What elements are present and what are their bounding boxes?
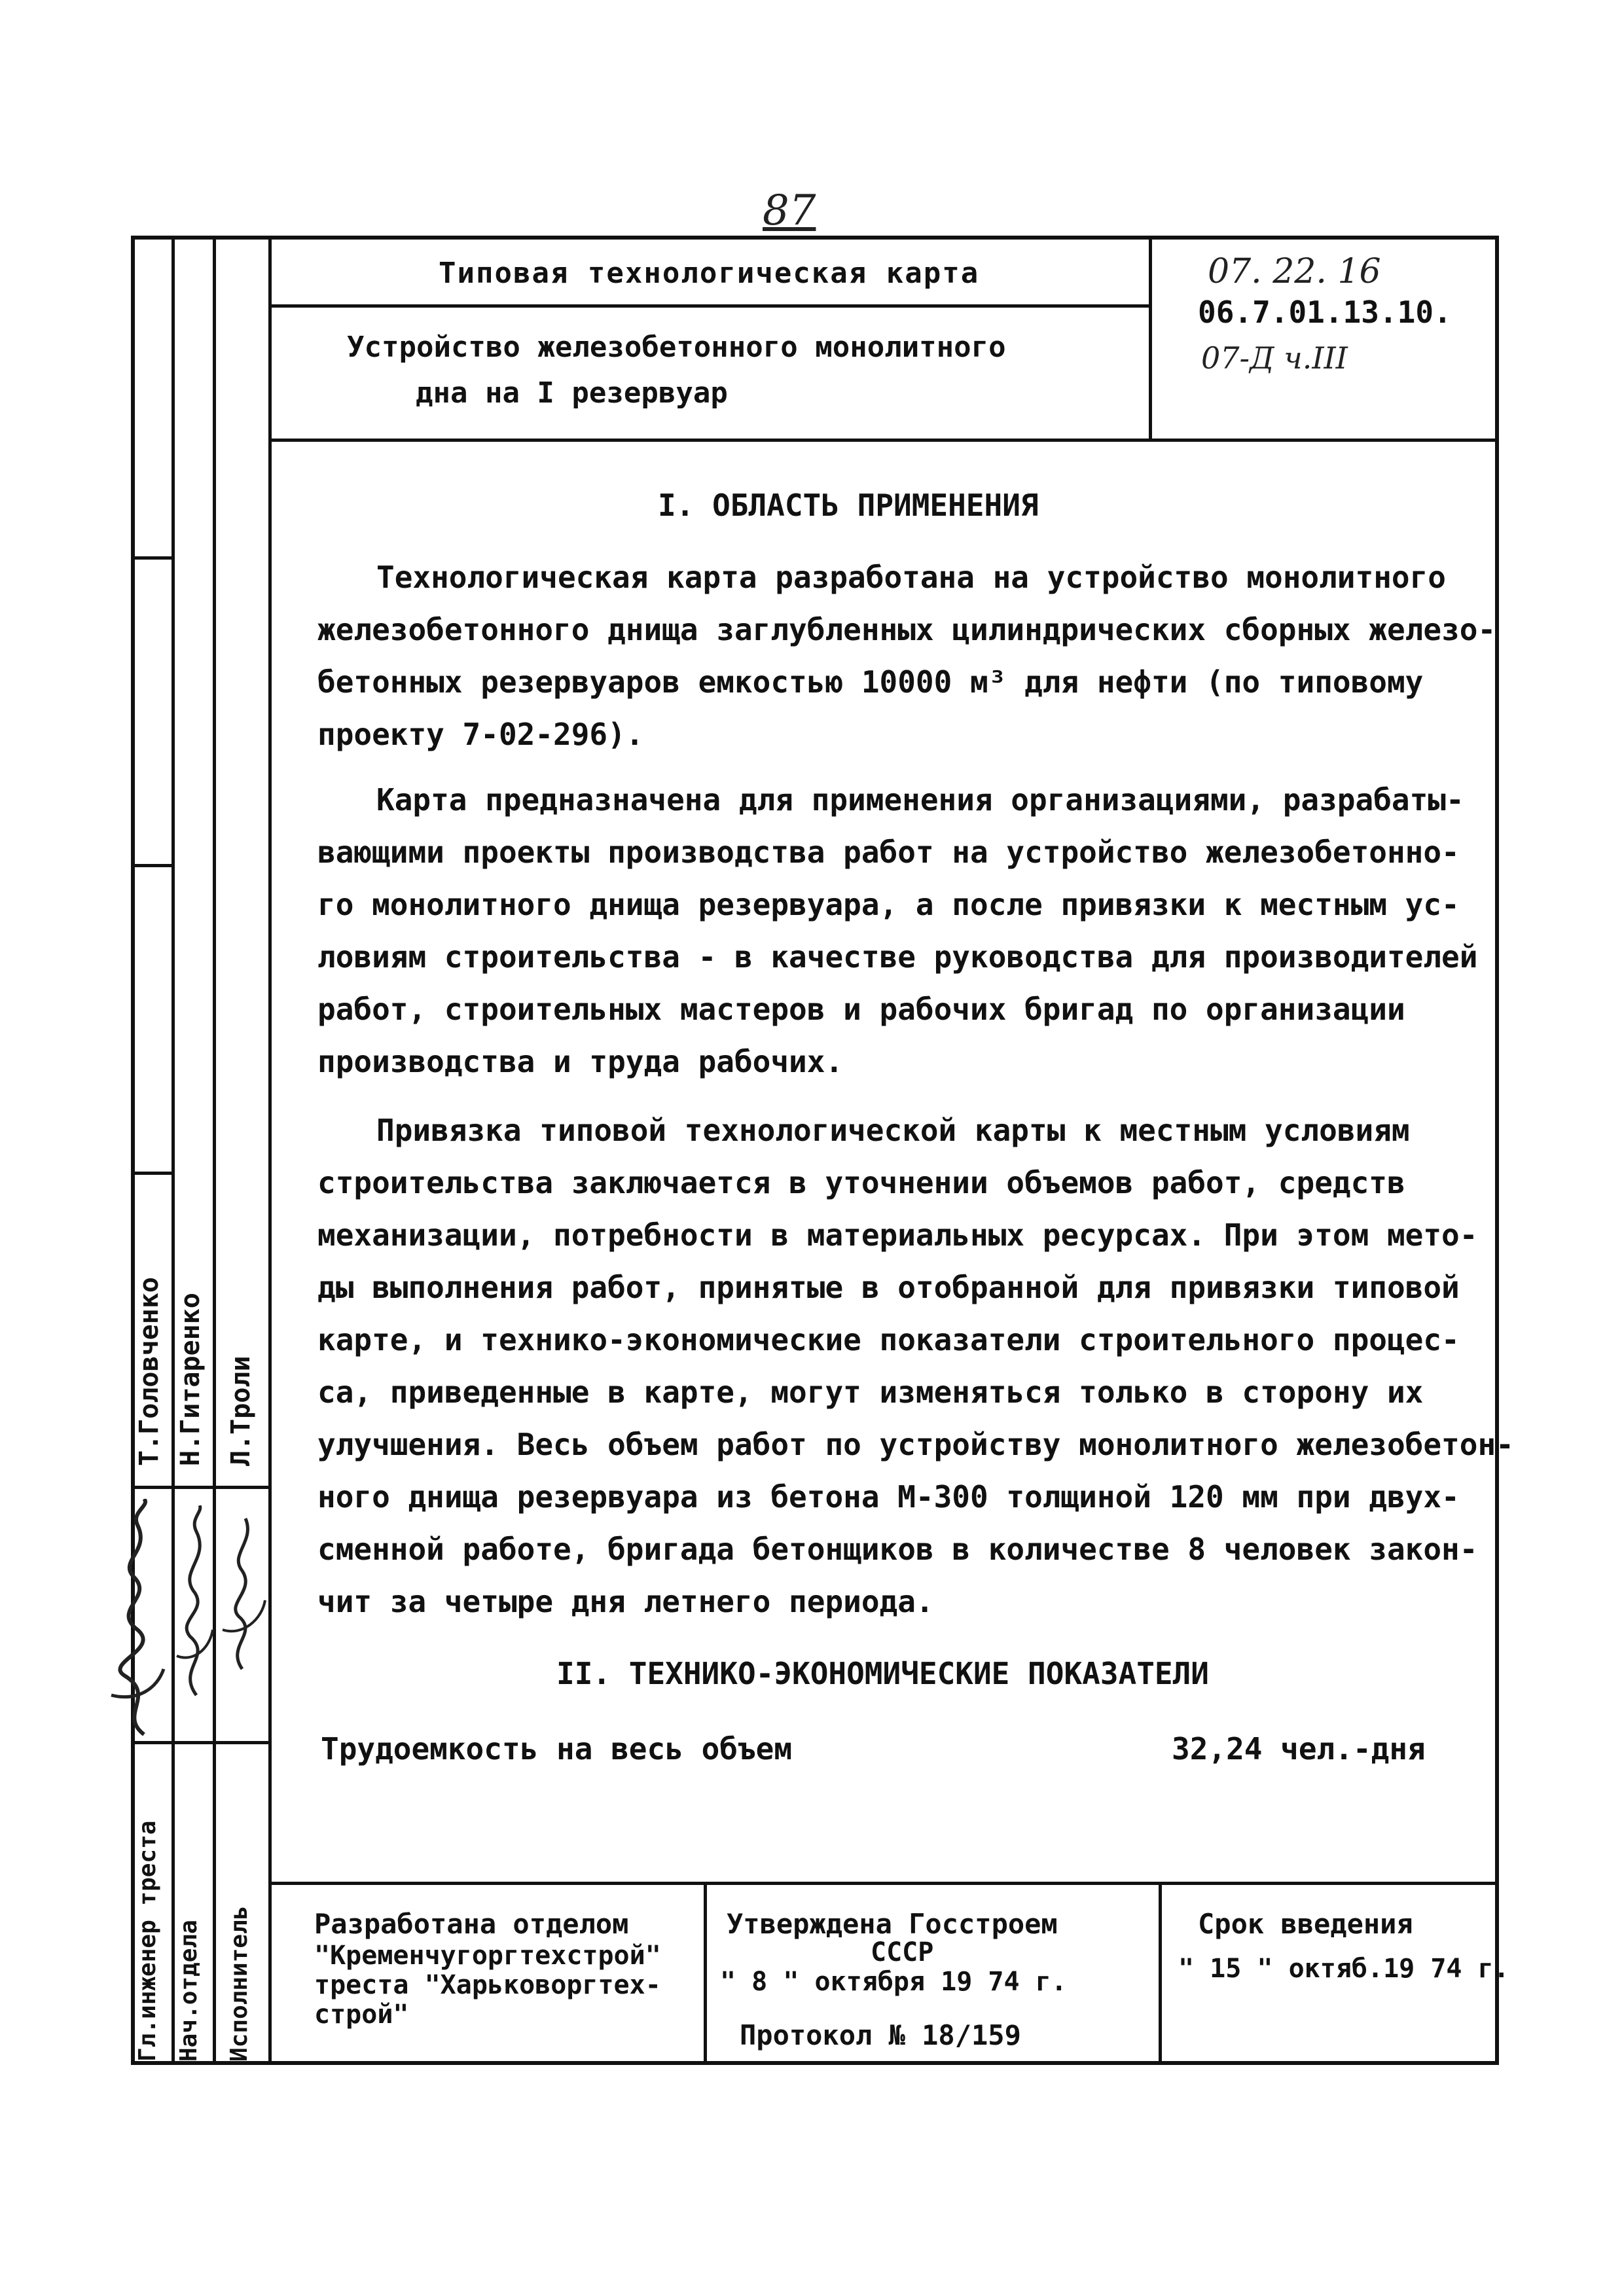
header-title-divider xyxy=(268,304,1152,308)
left-column-tick xyxy=(131,556,172,560)
body-line: механизации, потребности в материальных ресурсах. При этом мето- xyxy=(317,1217,1478,1253)
approved-by-line-1: Утверждена Госстроем xyxy=(727,1908,1058,1940)
body-line: ды выполнения работ, принятые в отобранной для привязки типовой xyxy=(317,1270,1460,1305)
section-1-heading: I. ОБЛАСТЬ ПРИМЕНЕНИЯ xyxy=(658,488,1039,523)
header-bottom-line xyxy=(268,439,1499,442)
body-line: железобетонного днища заглубленных цилиндрических сборных железо- xyxy=(317,612,1496,647)
effective-term-label: Срок введения xyxy=(1198,1908,1413,1940)
role-executor: Исполнитель xyxy=(226,1905,253,2062)
left-column-divider xyxy=(268,236,272,2065)
role-department-head: Нач.отдела xyxy=(175,1920,202,2062)
body-line: го монолитного днища резервуара, а после привязки к местным ус- xyxy=(317,887,1460,922)
code-handwritten-1: 07. 22. 16 xyxy=(1208,252,1381,291)
card-subject-line-2: дна на I резервуар xyxy=(416,376,728,410)
footer-divider xyxy=(704,1882,707,2065)
card-subject-line-1: Устройство железобетонного монолитного xyxy=(347,331,1006,364)
section-2-heading: II. ТЕХНИКО-ЭКОНОМИЧЕСКИЕ ПОКАЗАТЕЛИ xyxy=(556,1656,1209,1691)
code-handwritten-2: 07-Д ч.III xyxy=(1201,340,1348,376)
footer-top-line xyxy=(268,1882,1499,1885)
signature-chief-engineer xyxy=(98,1499,170,1741)
left-column-divider xyxy=(213,236,216,2065)
effective-term-value: " 15 " октяб.19 74 г. xyxy=(1178,1954,1509,1984)
body-line: чит за четыре дня летнего периода. xyxy=(317,1584,934,1619)
name-executor: Л.Троли xyxy=(226,1355,256,1466)
left-column-divider xyxy=(171,236,175,2065)
protocol-number: Протокол № 18/159 xyxy=(740,2019,1021,2051)
left-column-tick xyxy=(131,1172,172,1175)
body-line: ного днища резервуара из бетона М-300 толщиной 120 мм при двух- xyxy=(317,1479,1460,1515)
labor-intensity-label: Трудоемкость на весь объем xyxy=(321,1731,793,1767)
signature-executor xyxy=(216,1505,268,1676)
labor-intensity-value: 32,24 чел.-дня xyxy=(1172,1731,1426,1767)
left-column-tick xyxy=(131,864,172,867)
body-line: строительства заключается в уточнении объемов работ, средств xyxy=(317,1165,1405,1200)
body-line: работ, строительных мастеров и рабочих бригад по организации xyxy=(317,992,1405,1027)
footer-divider xyxy=(1159,1882,1162,2065)
body-line: проекту 7-02-296). xyxy=(317,717,644,752)
page-number: 87 xyxy=(763,187,816,235)
name-chief-engineer: Т.Головченко xyxy=(134,1277,164,1466)
left-column-separator xyxy=(131,1741,270,1744)
header-code-divider xyxy=(1149,236,1152,440)
developed-by-line-1: Разработана отделом xyxy=(314,1908,629,1940)
body-line: бетонных резервуаров емкостью 10000 м³ для нефти (по типовому xyxy=(317,664,1424,700)
body-line: Привязка типовой технологической карты к местным условиям xyxy=(376,1113,1410,1148)
body-line: производства и труда рабочих. xyxy=(317,1044,844,1079)
developed-by-line-4: строй" xyxy=(314,2000,409,2030)
signature-department-head xyxy=(173,1505,216,1702)
developed-by-line-3: треста "Харьковоргтех- xyxy=(314,1970,661,2000)
body-line: улучшения. Весь объем работ по устройству монолитного железобетон- xyxy=(317,1427,1514,1462)
code-printed: 06.7.01.13.10. xyxy=(1198,295,1452,330)
left-column-separator xyxy=(131,1486,270,1489)
approved-date: " 8 " октября 19 74 г. xyxy=(720,1967,1067,1997)
body-line: Карта предназначена для применения организациями, разрабаты- xyxy=(376,782,1464,817)
body-line: сменной работе, бригада бетонщиков в количестве 8 человек закон- xyxy=(317,1532,1478,1567)
name-department-head: Н.Гитаренко xyxy=(175,1293,206,1466)
body-line: ловиям строительства - в качестве руководства для производителей xyxy=(317,939,1478,975)
body-line: са, приведенные в карте, могут изменяться только в сторону их xyxy=(317,1374,1424,1410)
body-line: Технологическая карта разработана на устройство монолитного xyxy=(376,560,1446,595)
body-line: карте, и технико-экономические показатели строительного процес- xyxy=(317,1322,1460,1357)
developed-by-line-2: "Кременчугоргтехстрой" xyxy=(314,1941,661,1971)
card-title: Типовая технологическая карта xyxy=(439,257,980,290)
body-line: вающими проекты производства работ на устройство железобетонно- xyxy=(317,834,1460,870)
role-chief-engineer: Гл.инженер треста xyxy=(134,1820,161,2062)
approved-by-line-2: СССР xyxy=(871,1937,934,1967)
